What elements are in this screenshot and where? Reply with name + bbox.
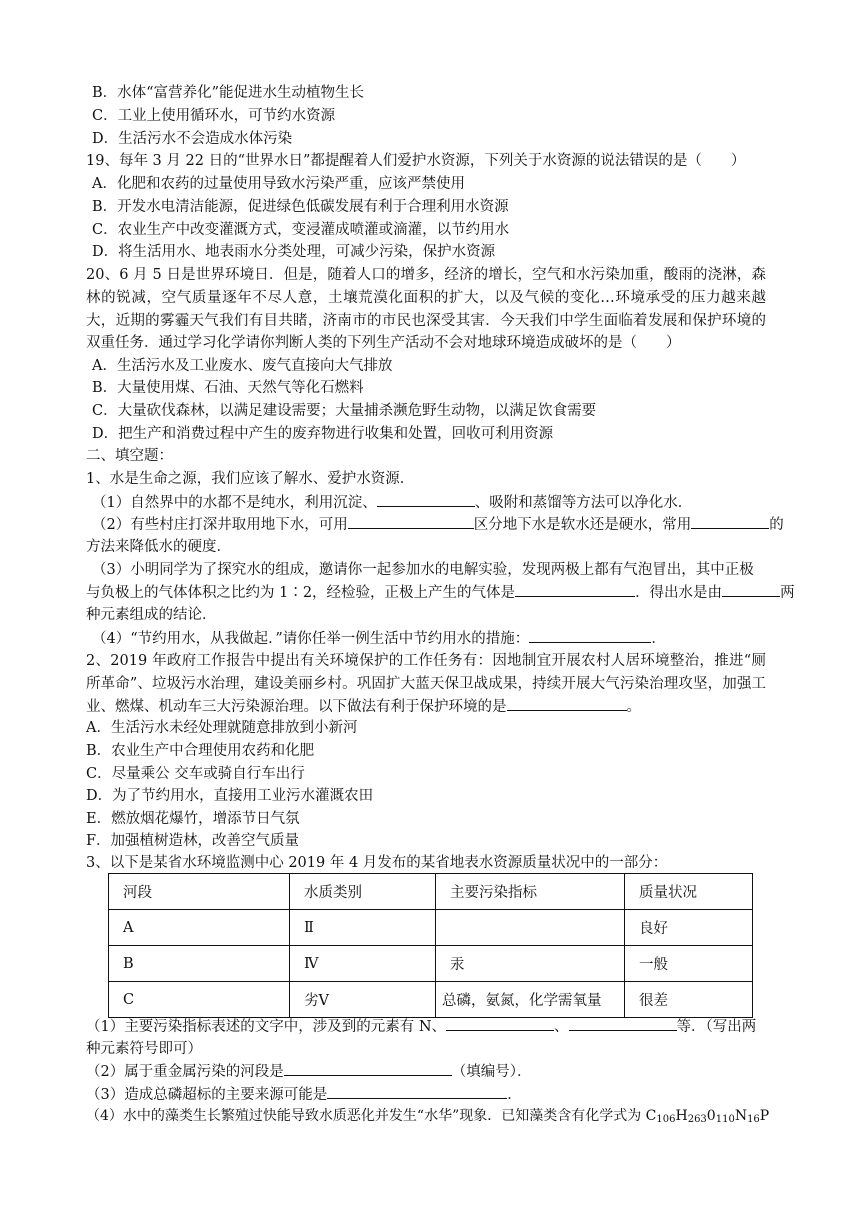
table-header-cell: 河段 bbox=[109, 874, 290, 910]
table-cell: 汞 bbox=[436, 946, 625, 982]
answer-blank[interactable] bbox=[284, 1061, 452, 1076]
fill1-part4: （4）“节约用水，从我做起．”请你任举一例生活中节约用水的措施： ． bbox=[92, 628, 666, 649]
answer-blank[interactable] bbox=[446, 1016, 554, 1031]
table-row bbox=[109, 946, 753, 982]
table-cell: Ⅳ bbox=[290, 946, 436, 982]
fill1-part2-cont: 方法来降低水的硬度． bbox=[86, 539, 231, 555]
fill3-stem: 3、以下是某省水环境监测中心 2019 年 4 月发布的某省地表水资源质量状况中的一部分： bbox=[86, 855, 668, 871]
table-row bbox=[109, 910, 753, 946]
fill1-part1: （1）自然界中的水都不是纯水，利用沉淀、 、吸附和蒸馏等方法可以净化水． bbox=[92, 492, 692, 513]
fill3-part4: （4）水中的藻类生长繁殖过快能导致水质恶化并发生“水华”现象．已知藻类含有化学式为 $C_{106}H_{263}0_{110}N_{16}P$ bbox=[86, 1108, 770, 1125]
q18-option-d: D．生活污水不会造成水体污染 bbox=[92, 131, 293, 147]
table-cell: B bbox=[109, 946, 290, 982]
answer-blank[interactable] bbox=[691, 514, 769, 529]
fill2-option-d: D．为了节约用水，直接用工业污水灌溉农田 bbox=[86, 788, 374, 804]
q20-option-b: B．大量使用煤、石油、天然气等化石燃料 bbox=[92, 380, 364, 396]
q19-stem: 19、每年 3 月 22 日的“世界水日”都提醒着人们爱护水资源，下列关于水资源的说法错误的是（ ） bbox=[86, 153, 746, 169]
table-header-cell: 质量状况 bbox=[625, 874, 753, 910]
q19-option-d: D．将生活用水、地表雨水分类处理，可减少污染，保护水资源 bbox=[92, 244, 496, 260]
table-header-cell: 主要污染指标 bbox=[436, 874, 625, 910]
q18-option-b: B．水体“富营养化”能促进水生动植物生长 bbox=[92, 85, 364, 101]
q20-option-c: C．大量砍伐森林，以满足建设需要；大量捕杀濒危野生动物，以满足饮食需要 bbox=[92, 403, 597, 419]
answer-blank[interactable] bbox=[507, 696, 627, 711]
table-row bbox=[109, 982, 753, 1018]
fill1-part3-end: 种元素组成的结论． bbox=[86, 607, 217, 623]
table-cell: 很差 bbox=[625, 982, 753, 1018]
q19-option-c: C．农业生产中改变灌溉方式，变浸灌成喷灌或滴灌，以节约用水 bbox=[92, 222, 510, 238]
fill1-part2: （2）有些村庄打深井取用地下水，可用 区分地下水是软水还是硬水，常用 的 bbox=[92, 514, 784, 535]
answer-blank[interactable] bbox=[722, 582, 780, 597]
table-cell: A bbox=[109, 910, 290, 946]
answer-blank[interactable] bbox=[348, 514, 474, 529]
table-header-row bbox=[109, 874, 753, 910]
answer-blank[interactable] bbox=[377, 492, 475, 507]
q19-option-a: A．化肥和农药的过量使用导致水污染严重，应该严禁使用 bbox=[92, 176, 465, 192]
fill2-option-f: F．加强植树造林，改善空气质量 bbox=[86, 833, 300, 849]
fill2-option-a: A．生活污水未经处理就随意排放到小新河 bbox=[86, 720, 358, 736]
table-cell: Ⅱ bbox=[290, 910, 436, 946]
table-cell: 一般 bbox=[625, 946, 753, 982]
q20-stem: 20、6 月 5 日是世界环境日．但是，随着人口的增多，经济的增长，空气和水污染加重，酸雨的浇淋，森林的锐减，空气质量逐年不尽人意，土壤荒漠化面积的扩大，以及气候的变化…环境承受的压力越来越大，近期的雾霾天气我们有目共睹，济南市的市民也深受其害．今天我们中学生面临着发展和保护环境的双重任务．通过学习化学请你判断人类的下列生产活动不会对地球环境造成破坏的是（ ） bbox=[86, 267, 766, 352]
answer-blank[interactable] bbox=[515, 582, 635, 597]
answer-blank[interactable] bbox=[529, 628, 651, 643]
fill3-part2: （2）属于重金属污染的河段是 （填编号）． bbox=[86, 1061, 531, 1082]
fill2-option-b: B．农业生产中合理使用农药和化肥 bbox=[86, 743, 315, 759]
q20-option-d: D．把生产和消费过程中产生的废弃物进行收集和处置，回收可利用资源 bbox=[92, 426, 554, 442]
table-header-cell: 水质类别 bbox=[290, 874, 436, 910]
table-cell: 劣Ⅴ bbox=[290, 982, 436, 1018]
fill1-stem: 1、水是生命之源，我们应该了解水、爱护水资源． bbox=[86, 471, 415, 487]
water-quality-table bbox=[108, 873, 753, 1018]
q19-option-b: B．开发水电清洁能源，促进绿色低碳发展有利于合理利用水资源 bbox=[92, 199, 509, 215]
fill3-part3: （3）造成总磷超标的主要来源可能是 ． bbox=[86, 1084, 522, 1105]
answer-blank[interactable] bbox=[327, 1084, 507, 1099]
table-cell: 良好 bbox=[625, 910, 753, 946]
section-heading: 二、填空题： bbox=[86, 448, 173, 464]
fill2-stem: 2、2019 年政府工作报告中提出有关环境保护的工作任务有：因地制宜开展农村人居环境整治，推进“厕所革命”、垃圾污水治理，建设美丽乡村。巩固扩大蓝天保卫战成果，持续开展大气污染治理攻坚，加强工业、燃煤、机动车三大污染源治理。以下做法有利于保护环境的是 。 bbox=[86, 653, 766, 715]
fill2-option-c: C．尽量乘公 交车或骑自行车出行 bbox=[86, 766, 305, 782]
table-cell bbox=[436, 910, 625, 946]
fill1-part3: （3）小明同学为了探究水的组成，邀请你一起参加水的电解实验，发现两极上都有气泡冒出，其中正极 bbox=[92, 562, 754, 578]
q18-option-c: C．工业上使用循环水，可节约水资源 bbox=[92, 108, 336, 124]
table-cell: C bbox=[109, 982, 290, 1018]
table-cell: 总磷，氨氮，化学需氧量 bbox=[436, 982, 625, 1018]
q20-option-a: A．生活污水及工业废水、废气直接向大气排放 bbox=[92, 358, 393, 374]
fill3-part1-cont: 种元素符号即可） bbox=[86, 1041, 202, 1057]
answer-blank[interactable] bbox=[569, 1016, 677, 1031]
fill3-part1: （1）主要污染指标表述的文字中，涉及到的元素有 N、 、 等．（写出两 bbox=[86, 1016, 756, 1037]
fill2-option-e: E．燃放烟花爆竹，增添节日气氛 bbox=[86, 811, 300, 827]
fill1-part3-cont: 与负极上的气体体积之比约为 1∶2，经检验，正极上产生的气体是 ．得出水是由 两 bbox=[86, 582, 795, 603]
